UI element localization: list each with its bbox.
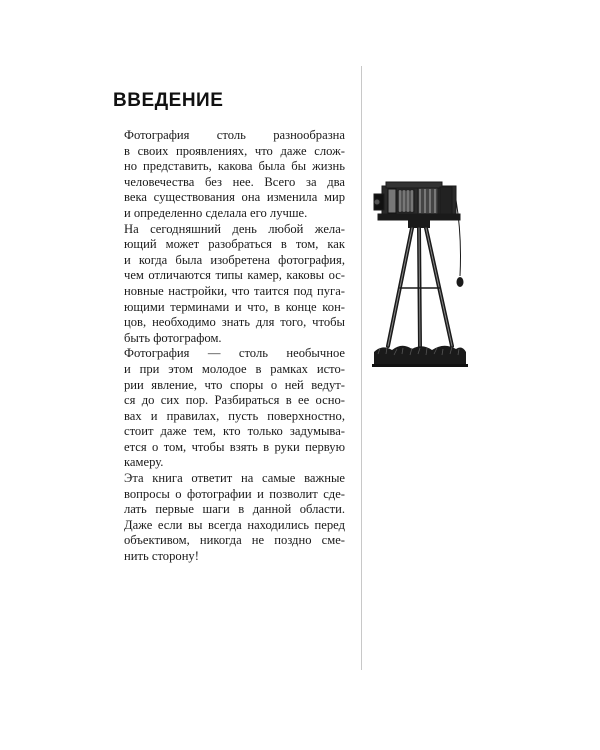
text-line: и определенно сделала его лучше. xyxy=(124,205,308,220)
text-line: Эта книга ответит на самые важные xyxy=(124,471,345,486)
paragraph-3 xyxy=(113,346,345,471)
text-line: лать первые шаги в данной области. xyxy=(124,502,345,517)
text-line: новные настройки, что таится под пуга- xyxy=(124,283,345,298)
text-line: в своих проявлениях, что даже слож- xyxy=(124,143,345,158)
text-line: ся до сих пор. Разбираться в ее осно- xyxy=(124,393,345,408)
text-line: ющими терминами и что, в конце кон- xyxy=(124,299,345,314)
text-line: Фотография — столь необычное xyxy=(124,346,345,361)
page-divider xyxy=(361,66,362,670)
text-line: ется о том, чтобы взять в руки первую xyxy=(124,439,345,454)
paragraph-1 xyxy=(113,128,345,222)
text-line: вах и правилах, пусть поверхностно, xyxy=(124,408,345,423)
text-line: и при этом молодое в рамках исто- xyxy=(124,361,345,376)
text-line: камеру. xyxy=(124,455,164,470)
text-line: но представить, какова была бы жизнь xyxy=(124,159,345,174)
text-line: объективом, никогда не поздно сме- xyxy=(124,533,345,548)
text-line: и когда была изобретена фотография, xyxy=(124,252,345,267)
text-line: чем отличаются типы камер, каковы ос- xyxy=(124,268,345,283)
text-line: человечества без нее. Всего за два xyxy=(124,174,345,189)
text-line: На сегодняшний день любой жела- xyxy=(124,221,345,236)
text-line: цов, необходимо знать для того, чтобы xyxy=(124,315,345,330)
text-line: быть фотографом. xyxy=(124,330,222,345)
text-line: стоит даже тем, кто только задумыва- xyxy=(124,424,345,439)
text-line: нить сторону! xyxy=(124,549,199,564)
text-line: ющий может разобраться в том, как xyxy=(124,237,345,252)
chapter-body xyxy=(113,128,345,565)
text-line: Фотография столь разнообразна xyxy=(124,128,345,142)
paragraph-2 xyxy=(113,222,345,347)
chapter-heading: ВВЕДЕНИЕ xyxy=(113,90,224,111)
text-line: рии явление, что споры о ней ведут- xyxy=(124,377,345,392)
paragraph-4 xyxy=(113,471,345,565)
text-line: вопросы о фотографии и позволит сде- xyxy=(124,486,345,501)
vintage-camera-on-tripod-icon xyxy=(372,176,468,372)
text-line: Даже если вы всегда находились перед xyxy=(124,517,345,532)
text-line: века существования она изменила мир xyxy=(124,190,345,205)
